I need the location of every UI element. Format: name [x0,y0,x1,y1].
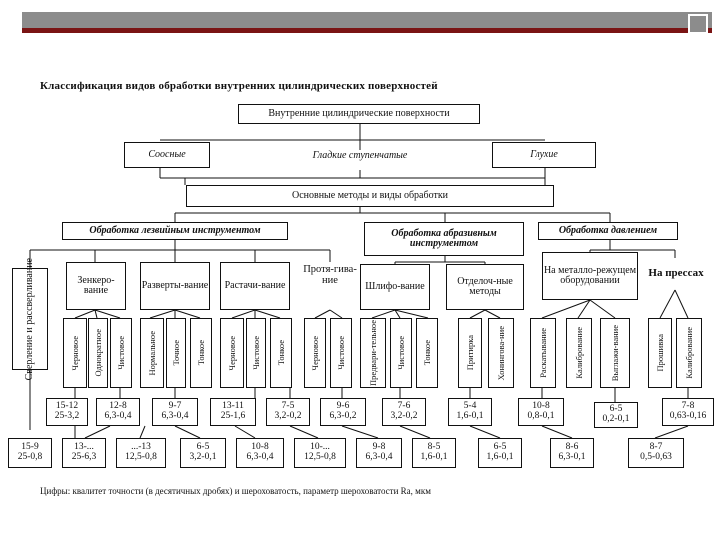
group-abrasive-tools: Обработка абразивным инструментом [364,222,524,256]
quality-grade: 8-7 [649,442,663,453]
quality-grade: 7-6 [397,401,411,412]
node-blind: Глухие [492,142,596,168]
leaf-label: Чистовое [115,336,126,370]
accuracy-top-8 [448,398,492,426]
roughness-ra: 0,5-0,63 [640,452,672,462]
leaf-label: Черновое [226,335,237,371]
accuracy-bottom-7 [356,438,402,468]
drilling-label: Сверление и рассверливание [24,257,35,381]
leaf-calibration-metal [566,318,592,388]
accuracy-top-6 [320,398,366,426]
diagram-title: Классификация видов обработки внутренних цилиндрических поверхностей [40,80,438,92]
node-coaxial: Соосные [124,142,210,168]
leaf-label: Калибрование [683,327,694,379]
quality-grade: 8-6 [565,442,579,453]
leaf-label: Выглажи-вание [609,324,620,382]
roughness-ra: 25-0,8 [17,452,43,462]
roughness-ra: 3,2-0,2 [274,411,302,421]
accuracy-bottom-2 [62,438,106,468]
accuracy-bottom-9 [478,438,522,468]
roughness-ra: 25-6,3 [71,452,97,462]
accuracy-top-3 [152,398,198,426]
quality-grade: 10-... [310,442,330,453]
accuracy-bottom-3 [116,438,166,468]
node-countersinking: Зенкеро-вание [66,262,126,310]
leaf-zenker-single [88,318,108,388]
node-boring: Растачи-вание [220,262,290,310]
roughness-ra: 6,3-0,4 [161,411,189,421]
roughness-ra: 25-3,2 [54,411,80,421]
accuracy-top-1 [46,398,88,426]
leaf-label: Тонкое [275,340,286,366]
leaf-rolling [530,318,556,388]
node-drilling [12,257,48,381]
node-presses: На прессах [648,267,704,279]
leaf-honing [488,318,514,388]
quality-grade: 15-12 [55,401,79,412]
node-smooth-stepped: Гладкие ступенчатые [312,150,408,161]
group-blade-tools: Обработка лезвийным инструментом [62,222,288,240]
leaf-label: Черновое [69,335,80,371]
accuracy-top-10 [594,402,638,428]
leaf-grind-pre [360,318,386,388]
node-broaching: Протя-гива-ние [303,264,357,287]
leaf-broach-rough [304,318,326,388]
accuracy-top-5 [266,398,310,426]
footnote: Цифры: квалитет точности (в десятичных дробях) и шероховатость, параметр шероховатости Ra, мкм [40,486,431,496]
leaf-label: Черновое [309,335,320,371]
roughness-ra: 1,6-0,1 [486,452,514,462]
roughness-ra: 0,8-0,1 [527,411,555,421]
accuracy-bottom-8 [412,438,456,468]
accuracy-top-4 [210,398,256,426]
leaf-ream-normal [140,318,164,388]
leaf-label: Однократное [92,329,103,377]
leaf-label: Тонкое [421,340,432,366]
accuracy-bottom-4 [180,438,226,468]
leaf-label: Точное [170,340,181,366]
roughness-ra: 1,6-0,1 [420,452,448,462]
leaf-label: Чистовое [395,336,406,370]
roughness-ra: 0,2-0,1 [602,414,630,424]
roughness-ra: 6,3-0,4 [365,452,393,462]
roughness-ra: 1,6-0,1 [456,411,484,421]
accuracy-top-7 [382,398,426,426]
quality-grade: 13-11 [222,401,244,412]
leaf-label: Нормальное [146,330,157,376]
leaf-bore-finish [246,318,266,388]
roughness-ra: 3,2-0,2 [390,411,418,421]
leaf-piercing [648,318,672,388]
accuracy-top-2 [96,398,140,426]
leaf-label: Притирка [464,335,475,371]
group-pressure: Обработка давлением [538,222,678,240]
node-reaming: Разверты-вание [140,262,210,310]
quality-grade: 9-7 [168,401,182,412]
quality-grade: 6-5 [493,442,507,453]
accuracy-bottom-6 [294,438,346,468]
leaf-lapping [458,318,482,388]
quality-grade: 10-8 [532,401,550,412]
roughness-ra: 25-1,6 [220,411,246,421]
node-grinding: Шлифо-вание [360,264,430,310]
quality-grade: ...-13 [131,442,151,453]
quality-grade: 5-4 [463,401,477,412]
leaf-label: Хонингова-ние [495,325,506,381]
leaf-label: Тонкое [195,340,206,366]
roughness-ra: 6,3-0,4 [104,411,132,421]
quality-grade: 13-... [74,442,94,453]
leaf-bore-fine [270,318,292,388]
leaf-bore-rough [220,318,244,388]
roughness-ra: 0,63-0,16 [669,411,707,421]
leaf-grind-fine [416,318,438,388]
quality-grade: 9-8 [372,442,386,453]
quality-grade: 7-5 [281,401,295,412]
accuracy-bottom-1 [8,438,52,468]
node-metal-cutting: На металло-режущем оборудовании [542,252,638,300]
quality-grade: 6-5 [609,404,623,415]
leaf-grind-finish [390,318,412,388]
quality-grade: 7-8 [681,401,695,412]
accuracy-top-11 [662,398,714,426]
leaf-burnishing [600,318,630,388]
accuracy-bottom-10 [550,438,594,468]
accuracy-top-9 [518,398,564,426]
quality-grade: 10-8 [251,442,269,453]
roughness-ra: 3,2-0,1 [189,452,217,462]
accuracy-bottom-11 [628,438,684,468]
leaf-label: Предвари-тельное [367,320,378,386]
quality-grade: 6-5 [196,442,210,453]
leaf-label: Чистовое [335,336,346,370]
methods-node: Основные методы и виды обработки [186,185,554,207]
root-node: Внутренние цилиндрические поверхности [238,104,480,124]
quality-grade: 9-6 [336,401,350,412]
roughness-ra: 12,5-0,8 [125,452,157,462]
leaf-zenker-rough [63,318,87,388]
leaf-label: Прошивка [654,334,665,372]
roughness-ra: 6,3-0,4 [246,452,274,462]
roughness-ra: 6,3-0,2 [329,411,357,421]
leaf-label: Чистовое [250,336,261,370]
leaf-label: Раскатывание [537,328,548,378]
quality-grade: 8-5 [427,442,441,453]
roughness-ra: 6,3-0,1 [558,452,586,462]
leaf-ream-precise [166,318,186,388]
leaf-zenker-finish [110,318,132,388]
leaf-label: Калибрование [573,327,584,379]
leaf-calibration-press [676,318,702,388]
leaf-ream-fine [190,318,212,388]
leaf-broach-finish [330,318,352,388]
roughness-ra: 12,5-0,8 [304,452,336,462]
quality-grade: 15-9 [21,442,39,453]
quality-grade: 12-8 [109,401,127,412]
node-finishing: Отделоч-ные методы [446,264,524,310]
accuracy-bottom-5 [236,438,284,468]
